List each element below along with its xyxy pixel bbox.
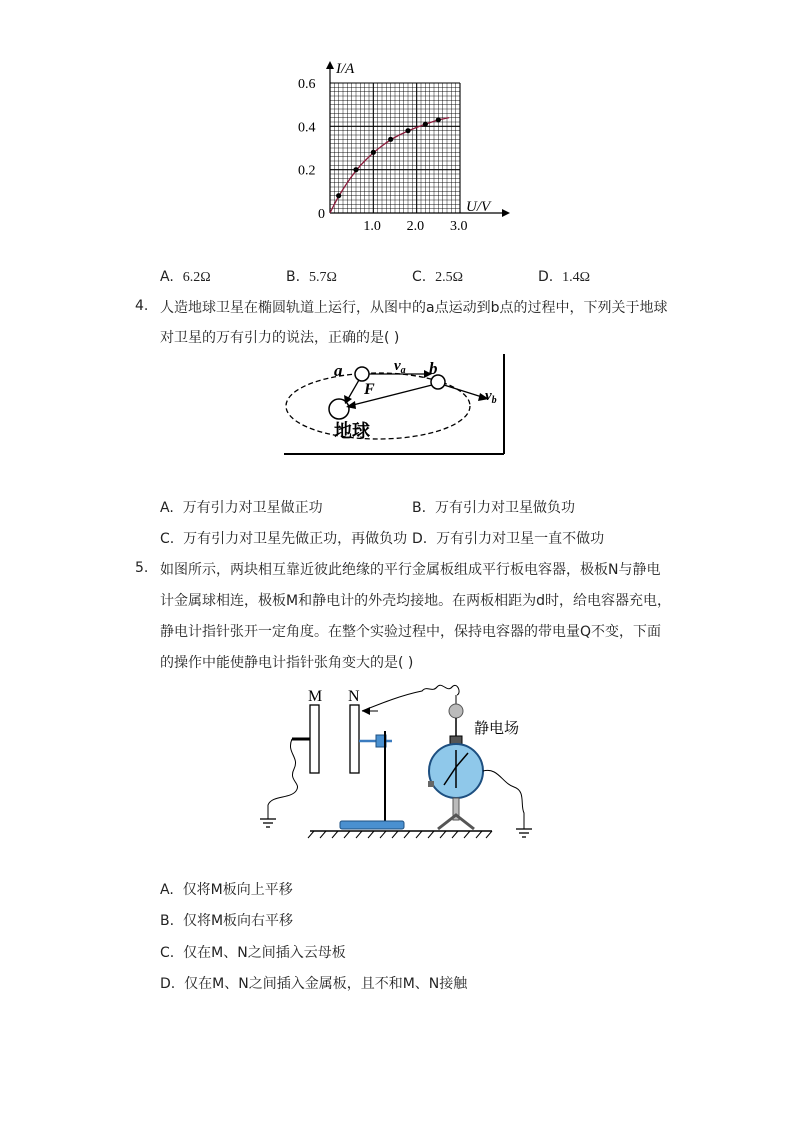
electrometer-ball: [449, 704, 463, 718]
q4-option-b[interactable]: [412, 497, 575, 517]
label-F: F: [364, 381, 375, 398]
label-N: N: [348, 688, 360, 705]
q3-option-b[interactable]: [286, 269, 337, 286]
y-tick-label: 0.4: [298, 120, 316, 136]
option-text: 仅将M板向右平移: [182, 913, 294, 929]
data-point: [423, 122, 428, 127]
label-earth: 地球: [334, 421, 370, 442]
plate-N: [350, 705, 359, 773]
option-text: 6.2Ω: [182, 270, 211, 285]
data-point: [353, 167, 358, 172]
option-text: 仅在M、N之间插入云母板: [183, 945, 346, 961]
y-tick-label: 0.2: [298, 163, 316, 179]
q5-stem-line3: 静电计指针张开一定角度。在整个实验过程中，保持电容器的带电量Q不变，下面: [160, 624, 662, 640]
x-axis-label: U/V: [466, 199, 491, 215]
option-text: 万有引力对卫星先做正功，再做负功: [183, 531, 408, 547]
option-text: 万有引力对卫星一直不做功: [436, 531, 605, 547]
y-tick-labels: [298, 77, 316, 179]
graph-axes: [326, 61, 510, 217]
x-tick-label: 2.0: [406, 219, 425, 234]
q5-stem-line2: 计金属球相连，极板M和静电计的外壳均接地。在两板相距为d时，给电容器充电，: [160, 593, 671, 609]
iu-graph: [290, 55, 520, 240]
q5-option-a[interactable]: [160, 879, 293, 899]
label-vb: $v_b$: [485, 388, 497, 406]
q3-option-a[interactable]: [160, 269, 211, 286]
q4-stem-line1: 人造地球卫星在椭圆轨道上运行，从图中的a点运动到b点的过程中，下列关于地球: [160, 300, 668, 316]
data-point: [405, 128, 410, 133]
q4-stem-line2: 对卫星的万有引力的说法，正确的是( ): [160, 330, 400, 346]
label-M: M: [308, 688, 323, 705]
q5-stem-line4: 的操作中能使静电计指针张角变大的是( ): [160, 655, 414, 671]
q4-option-a[interactable]: [160, 497, 323, 517]
q3-option-d[interactable]: [538, 269, 590, 286]
capacitor-figure: [252, 683, 547, 843]
option-letter: B.: [286, 269, 301, 285]
orbit-figure: [282, 352, 527, 460]
option-text: 5.7Ω: [308, 270, 337, 285]
label-device: 静电场: [474, 719, 520, 737]
option-letter: D.: [412, 531, 428, 547]
q3-option-c[interactable]: [412, 269, 463, 286]
satellite-a: [355, 367, 369, 381]
option-letter: A.: [160, 269, 174, 285]
data-point: [436, 117, 441, 122]
option-letter: B.: [412, 500, 427, 516]
plate-M: [310, 705, 319, 773]
option-letter: C.: [160, 945, 175, 961]
data-point: [371, 150, 376, 155]
q5-option-c[interactable]: [160, 942, 346, 962]
question-number: 4.: [135, 298, 149, 314]
x-tick-label: 3.0: [450, 219, 468, 234]
option-letter: D.: [538, 269, 554, 285]
origin-label: 0: [318, 207, 325, 222]
x-tick-label: 1.0: [363, 219, 381, 234]
label-a: a: [334, 361, 343, 380]
option-text: 仅在M、N之间插入金属板，且不和M、N接触: [184, 976, 468, 992]
q4-option-c[interactable]: [160, 528, 407, 548]
option-letter: A.: [160, 882, 174, 898]
option-text: 仅将M板向上平移: [182, 882, 293, 898]
x-tick-labels: [363, 219, 467, 234]
option-text: 2.5Ω: [435, 270, 464, 285]
data-point: [388, 137, 393, 142]
y-axis-label: I/A: [336, 61, 355, 77]
graph-grid: [330, 83, 460, 213]
label-va: $v_a$: [394, 358, 406, 376]
y-tick-label: 0.6: [298, 77, 316, 92]
data-point: [336, 193, 341, 198]
option-letter: C.: [160, 531, 175, 547]
q4-option-d[interactable]: [412, 528, 604, 548]
option-letter: A.: [160, 500, 174, 516]
option-letter: D.: [160, 976, 176, 992]
option-letter: B.: [160, 913, 175, 929]
option-text: 万有引力对卫星做负功: [434, 500, 575, 516]
label-b: b: [429, 359, 438, 378]
option-text: 万有引力对卫星做正功: [182, 500, 323, 516]
question-number: 5.: [135, 560, 149, 576]
option-text: 1.4Ω: [562, 270, 591, 285]
q5-option-d[interactable]: [160, 973, 467, 993]
option-letter: C.: [412, 269, 427, 285]
q5-stem-line1: 如图所示，两块相互靠近彼此绝缘的平行金属板组成平行板电容器，极板N与静电: [160, 562, 661, 578]
q5-option-b[interactable]: [160, 910, 293, 930]
